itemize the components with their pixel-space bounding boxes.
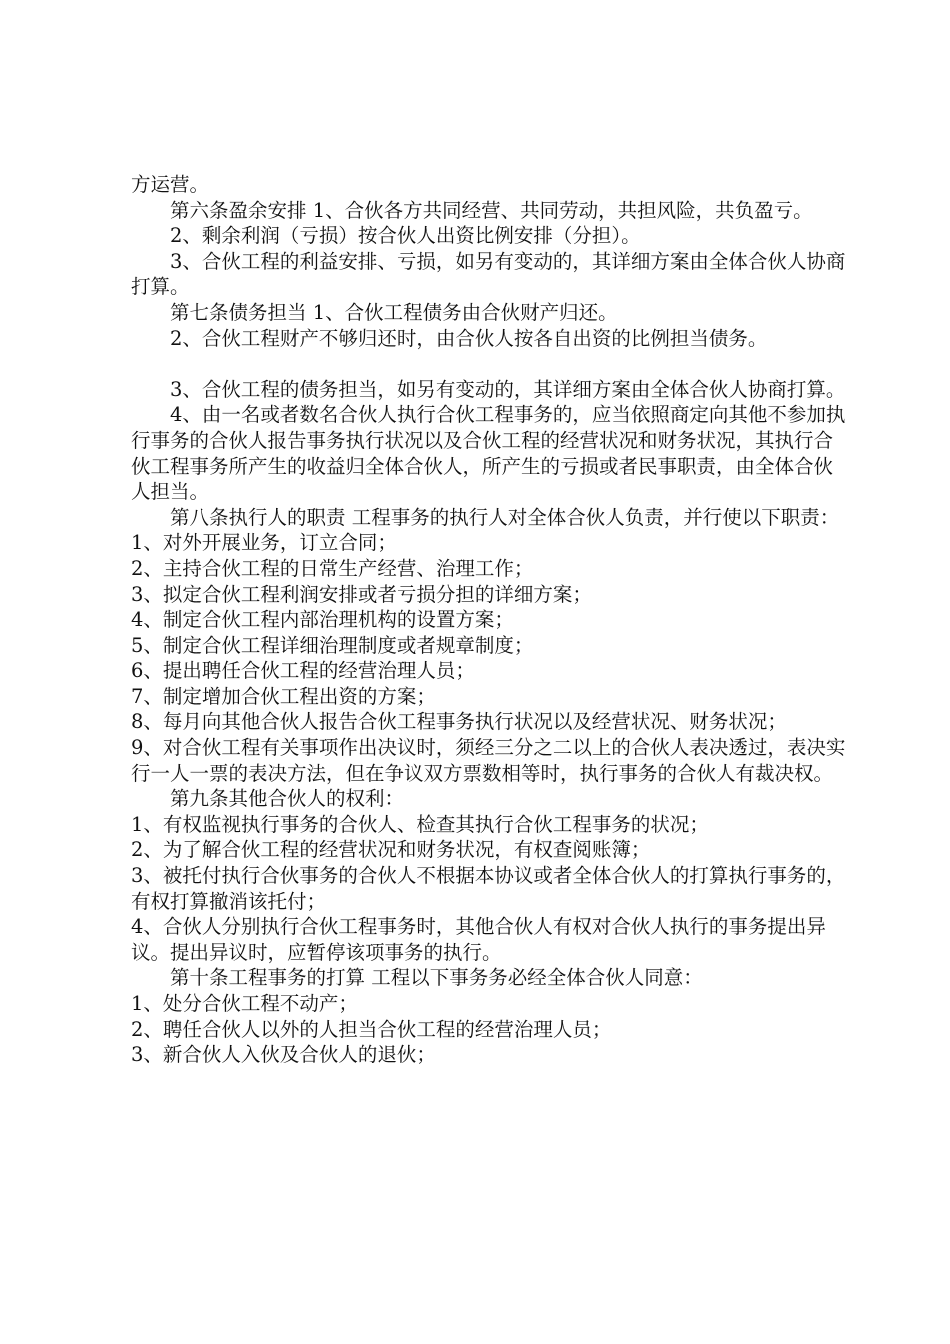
paragraph: 第八条执行人的职责 工程事务的执行人对全体合伙人负责，并行使以下职责：: [170, 505, 840, 529]
paragraph: 第七条债务担当 1、合伙工程债务由合伙财产归还。: [170, 300, 618, 324]
paragraph: 1、处分合伙工程不动产；: [131, 992, 358, 1015]
paragraph: 4、合伙人分别执行合伙工程事务时，其他合伙人有权对合伙人执行的事务提出异议。提出异议时，应暂停该项事务的执行。: [131, 915, 826, 964]
paragraph: 6、提出聘任合伙工程的经营治理人员；: [131, 659, 475, 683]
paragraph: 4、由一名或者数名合伙人执行合伙工程事务的，应当依照商定向其他不参加执行事务的合伙人报告事务执行状况以及合伙工程的经营状况和财务状况，其执行合伙工程事务所产生的收益归全体合伙人，所产生的亏损或者民事职责，由全体合伙人担当。: [131, 403, 846, 504]
paragraph: 7、制定增加合伙工程出资的方案；: [131, 684, 436, 708]
paragraph: 5、制定合伙工程详细治理制度或者规章制度；: [131, 633, 534, 657]
paragraph: 3、拟定合伙工程利润安排或者亏损分担的详细方案；: [131, 582, 592, 606]
paragraph: 8、每月向其他合伙人报告合伙工程事务执行状况以及经营状况、财务状况；: [131, 710, 787, 734]
paragraph: 3、被托付执行合伙事务的合伙人不根据本协议或者全体合伙人的打算执行事务的，有权打算撤消该托付；: [131, 864, 846, 913]
paragraph: 4、制定合伙工程内部治理机构的设置方案；: [131, 608, 514, 632]
paragraph: 2、主持合伙工程的日常生产经营、治理工作；: [131, 556, 534, 580]
blank-line: [131, 351, 850, 377]
paragraph: 1、有权监视执行事务的合伙人、检查其执行合伙工程事务的状况；: [131, 812, 709, 836]
paragraph: 3、合伙工程的利益安排、亏损，如另有变动的，其详细方案由全体合伙人协商打算。: [131, 249, 846, 299]
paragraph: 3、新合伙人入伙及合伙人的退伙；: [131, 1043, 436, 1067]
paragraph: 1、对外开展业务，订立合同；: [131, 531, 397, 555]
paragraph: 2、聘任合伙人以外的人担当合伙工程的经营治理人员；: [131, 1017, 612, 1041]
paragraph: 2、为了解合伙工程的经营状况和财务状况，有权查阅账簿；: [131, 838, 651, 862]
paragraph: 3、合伙工程的债务担当，如另有变动的，其详细方案由全体合伙人协商打算。: [170, 377, 846, 401]
paragraph: 第十条工程事务的打算 工程以下事务务必经全体合伙人同意：: [170, 966, 703, 990]
paragraph: 2、合伙工程财产不够归还时，由合伙人按各自出资的比例担当债务。: [170, 326, 768, 350]
paragraph: 9、对合伙工程有关事项作出决议时，须经三分之二以上的合伙人表决透过，表决实行一人一票的表决方法，但在争议双方票数相等时，执行事务的合伙人有裁决权。: [131, 736, 846, 785]
paragraph: 2、剩余利润（亏损）按合伙人出资比例安排（分担）。: [170, 224, 641, 248]
paragraph: 方运营。: [131, 173, 210, 196]
paragraph: 第九条其他合伙人的权利：: [170, 787, 405, 811]
paragraph: 第六条盈余安排 1、合伙各方共同经营、共同劳动，共担风险，共负盈亏。: [170, 198, 813, 222]
document-body: [131, 172, 850, 1068]
